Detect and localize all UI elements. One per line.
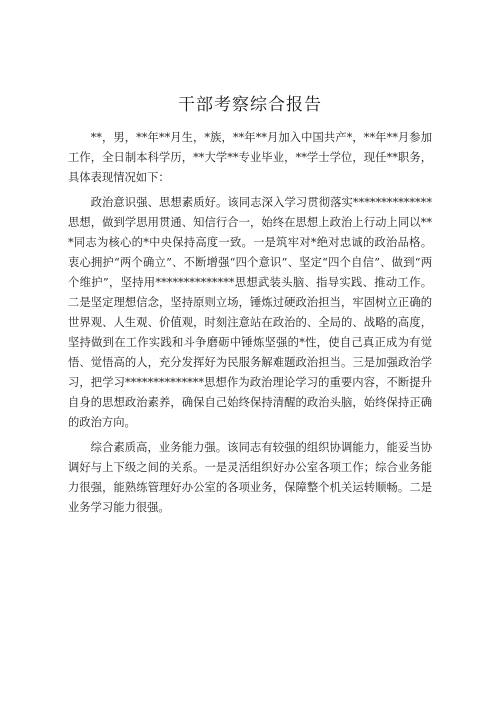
intro-paragraph: **，男，**年**月生，*族，**年**月加入中国共产*，**年**月参加工作，全日制本科学历，**大学**专业毕业，**学士学位，现任**职务，具体表现情况如下：: [68, 131, 432, 184]
professional-ability-paragraph: 综合素质高，业务能力强。该同志有较强的组织协调能力，能妥当协调好与上下级之间的关系。一是灵活组织好办公室各项工作；综合业务能力很强，能熟练管理好办公室的各项业务，保障整个机关运转顺畅。二是业务学习能力很强。: [68, 441, 432, 514]
report-body: [68, 128, 432, 523]
political-quality-paragraph: 政治意识强、思想素质好。该同志深入学习贯彻落实**************思想，做到学思用贯通、知信行合一，始终在思想上政治上行动上同以***同志为核心的*中央保持高度一致。一是筑牢对*绝对忠诚的政治品格。衷心拥护“两个确立”、不断增强“四个意识”、坚定“四个自信”、做到“两个维护”，坚持用**************思想武装头脑、指导实践、推动工作。二是坚定理想信念，坚持原则立场，锤炼过硬政治担当，牢固树立正确的世界观、人生观、价值观，时刻注意站在政治的、全局的、战略的高度，坚持做到在工作实践和斗争磨砺中锤炼坚强的*性，使自己真正成为有觉悟、觉悟高的人，充分发挥好为民服务解难题政治担当。三是加强政治学习，把学习**************思想作为政治理论学习的重要内容，不断提升自身的思想政治素养，确保自己始终保持清醒的政治头脑，始终保持正确的政治方向。: [68, 196, 432, 429]
report-title: 干部考察综合报告: [178, 95, 322, 115]
